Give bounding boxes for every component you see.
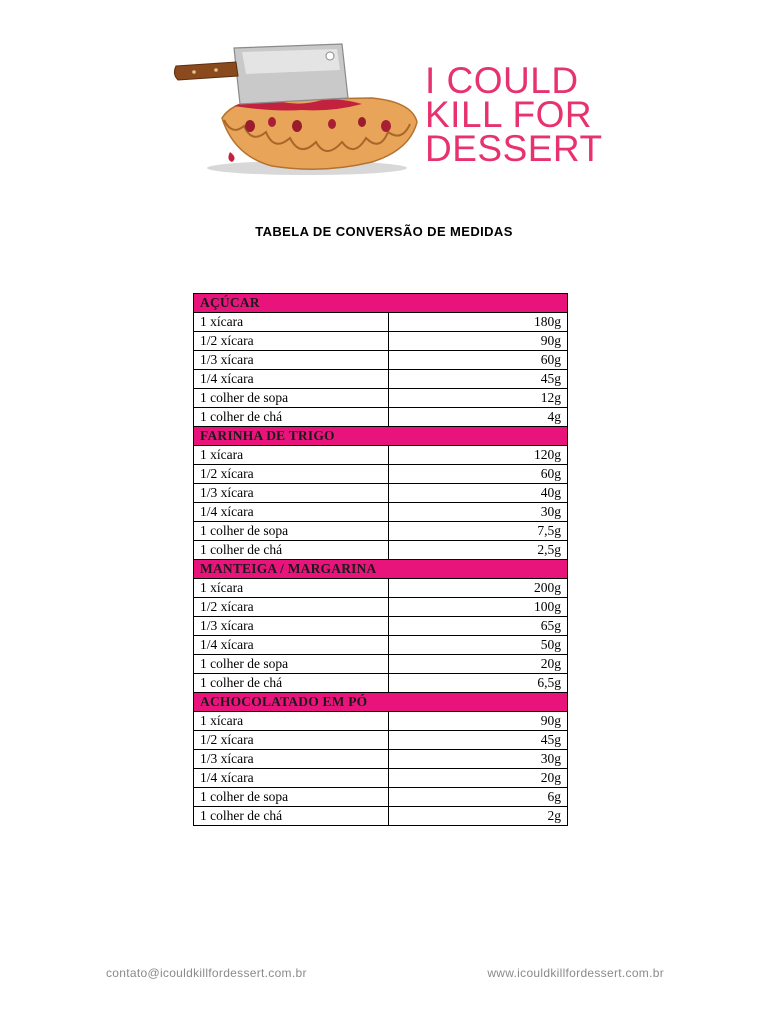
page-title: TABELA DE CONVERSÃO DE MEDIDAS — [255, 224, 513, 239]
weight-cell: 12g — [389, 389, 568, 408]
table-row — [194, 788, 568, 807]
weight-cell: 4g — [389, 408, 568, 427]
cherry — [358, 117, 366, 127]
table-row — [194, 389, 568, 408]
table-row — [194, 769, 568, 788]
measure-cell: 1/4 xícara — [194, 636, 389, 655]
table-row — [194, 522, 568, 541]
measure-cell: 1/3 xícara — [194, 351, 389, 370]
table-row — [194, 313, 568, 332]
footer-email[interactable]: contato@icouldkillfordessert.com.br — [106, 966, 307, 980]
weight-cell: 90g — [389, 332, 568, 351]
weight-cell: 180g — [389, 313, 568, 332]
logo-wordmark — [425, 60, 603, 169]
table-row — [194, 731, 568, 750]
table-row — [194, 636, 568, 655]
table-row — [194, 617, 568, 636]
weight-cell: 20g — [389, 769, 568, 788]
measure-cell: 1 xícara — [194, 446, 389, 465]
table-row — [194, 598, 568, 617]
table-row — [194, 579, 568, 598]
cherry — [328, 119, 336, 129]
logo-line: KILL FOR — [425, 94, 593, 135]
section-title: FARINHA DE TRIGO — [194, 427, 568, 446]
conversion-table — [193, 293, 568, 826]
weight-cell: 50g — [389, 636, 568, 655]
cherry — [245, 120, 255, 132]
measure-cell: 1 colher de chá — [194, 541, 389, 560]
logo-line: I COULD — [425, 60, 579, 101]
weight-cell: 100g — [389, 598, 568, 617]
measure-cell: 1/4 xícara — [194, 503, 389, 522]
table-row — [194, 807, 568, 826]
cleaver-hole — [326, 52, 334, 60]
measure-cell: 1 colher de chá — [194, 807, 389, 826]
weight-cell: 45g — [389, 731, 568, 750]
section-title: ACHOCOLATADO EM PÓ — [194, 693, 568, 712]
table-row — [194, 484, 568, 503]
table-row — [194, 503, 568, 522]
cherry — [292, 120, 302, 132]
cherry — [381, 120, 391, 132]
logo-line: DESSERT — [425, 128, 603, 169]
measure-cell: 1/4 xícara — [194, 769, 389, 788]
cleaver-blade-shine — [242, 49, 340, 74]
measure-cell: 1 colher de sopa — [194, 522, 389, 541]
section-header-row — [194, 560, 568, 579]
measure-cell: 1/3 xícara — [194, 617, 389, 636]
table-row — [194, 674, 568, 693]
weight-cell: 90g — [389, 712, 568, 731]
weight-cell: 2g — [389, 807, 568, 826]
measure-cell: 1 colher de sopa — [194, 788, 389, 807]
table-row — [194, 332, 568, 351]
section-header-row — [194, 693, 568, 712]
weight-cell: 120g — [389, 446, 568, 465]
handle-rivet — [192, 70, 196, 74]
filling-drip-drop — [228, 152, 234, 162]
weight-cell: 60g — [389, 351, 568, 370]
measure-cell: 1 xícara — [194, 579, 389, 598]
table-row — [194, 541, 568, 560]
section-title: MANTEIGA / MARGARINA — [194, 560, 568, 579]
weight-cell: 2,5g — [389, 541, 568, 560]
measure-cell: 1/2 xícara — [194, 465, 389, 484]
weight-cell: 60g — [389, 465, 568, 484]
weight-cell: 200g — [389, 579, 568, 598]
measure-cell: 1 xícara — [194, 712, 389, 731]
weight-cell: 30g — [389, 750, 568, 769]
measure-cell: 1 xícara — [194, 313, 389, 332]
weight-cell: 7,5g — [389, 522, 568, 541]
table-row — [194, 655, 568, 674]
measure-cell: 1/2 xícara — [194, 731, 389, 750]
section-header-row — [194, 427, 568, 446]
conversion-table-body — [194, 294, 568, 826]
measure-cell: 1 colher de sopa — [194, 655, 389, 674]
weight-cell: 65g — [389, 617, 568, 636]
measure-cell: 1/2 xícara — [194, 332, 389, 351]
measure-cell: 1/4 xícara — [194, 370, 389, 389]
section-header-row — [194, 294, 568, 313]
handle-rivet — [214, 68, 218, 72]
table-row — [194, 446, 568, 465]
measure-cell: 1/2 xícara — [194, 598, 389, 617]
table-row — [194, 408, 568, 427]
measure-cell: 1 colher de chá — [194, 408, 389, 427]
weight-cell: 6g — [389, 788, 568, 807]
measure-cell: 1/3 xícara — [194, 750, 389, 769]
table-row — [194, 465, 568, 484]
table-row — [194, 351, 568, 370]
table-row — [194, 750, 568, 769]
weight-cell: 40g — [389, 484, 568, 503]
weight-cell: 30g — [389, 503, 568, 522]
measure-cell: 1/3 xícara — [194, 484, 389, 503]
section-title: AÇÚCAR — [194, 294, 568, 313]
weight-cell: 20g — [389, 655, 568, 674]
measure-cell: 1 colher de sopa — [194, 389, 389, 408]
cherry — [268, 117, 276, 127]
cleaver-handle — [174, 62, 238, 80]
weight-cell: 6,5g — [389, 674, 568, 693]
weight-cell: 45g — [389, 370, 568, 389]
measure-cell: 1 colher de chá — [194, 674, 389, 693]
table-row — [194, 370, 568, 389]
table-row — [194, 712, 568, 731]
footer-website[interactable]: www.icouldkillfordessert.com.br — [487, 966, 664, 980]
